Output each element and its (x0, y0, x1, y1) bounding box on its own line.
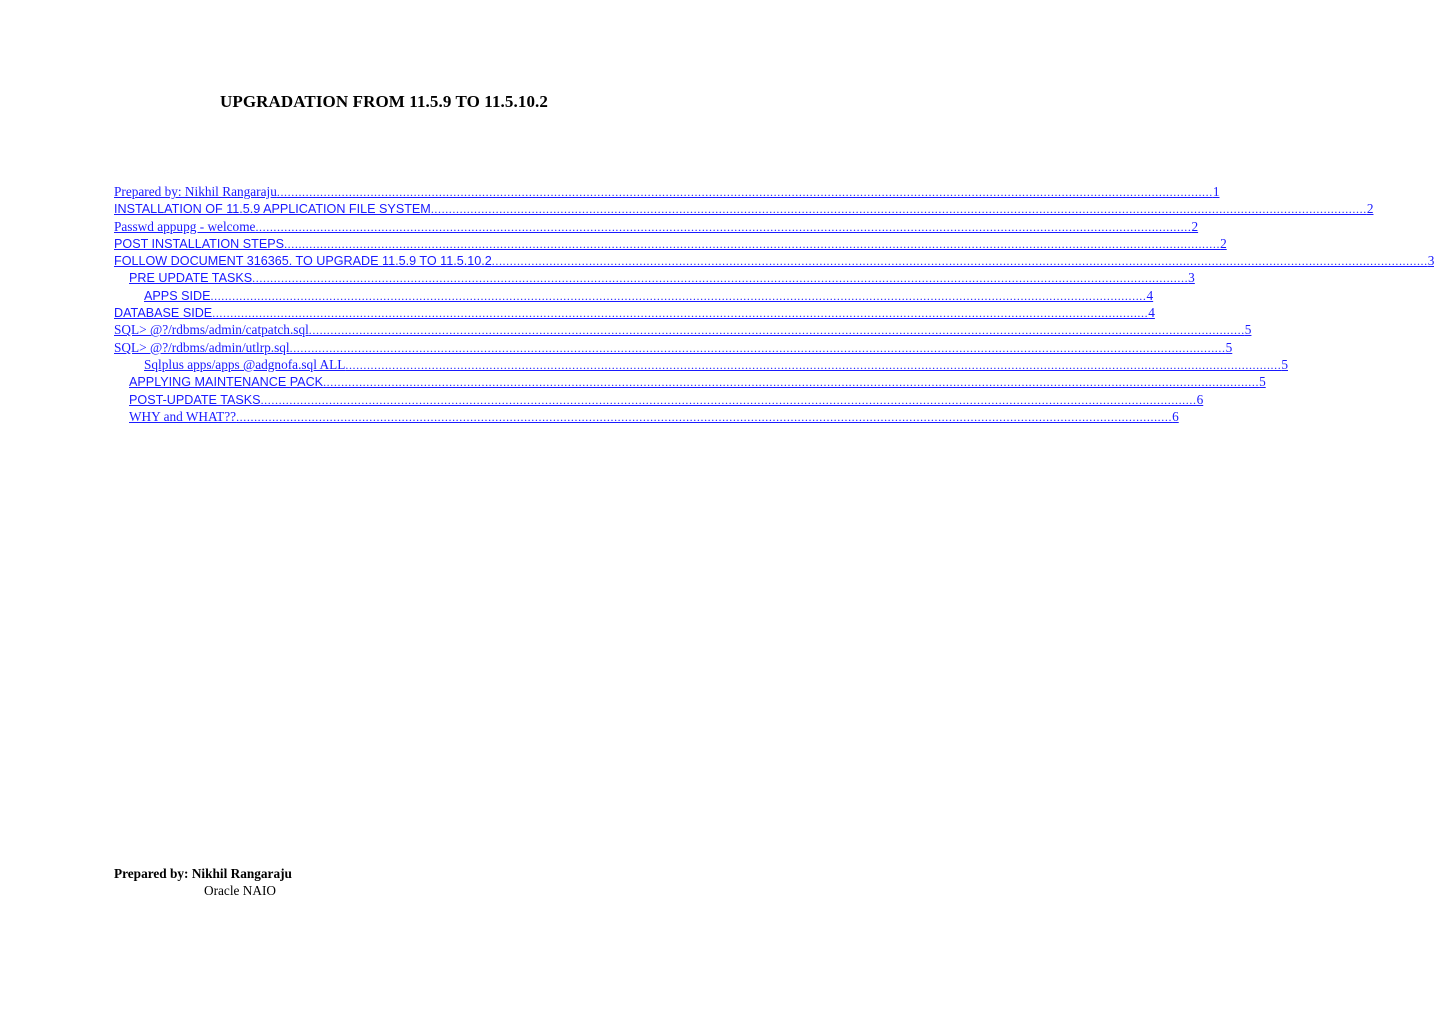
toc-dot-leader: .................................................................................................................................................................................................................................................................... (252, 271, 1189, 286)
toc-dot-leader: .................................................................................................................................................................................................................................................................... (430, 202, 1367, 217)
toc-dot-leader: .................................................................................................................................................................................................................................................................... (491, 254, 1428, 269)
toc-entry[interactable] (114, 269, 1195, 286)
toc-page-number: 2 (1191, 218, 1199, 234)
toc-page-number: 4 (1146, 287, 1154, 303)
toc-entry[interactable] (114, 321, 1252, 338)
toc-dot-leader: .................................................................................................................................................................................................................................................................... (308, 323, 1245, 338)
toc-dot-leader: .................................................................................................................................................................................................................................................................... (260, 392, 1197, 407)
toc-dot-leader: .................................................................................................................................................................................................................................................................... (289, 340, 1226, 355)
toc-dot-leader: .................................................................................................................................................................................................................................................................... (345, 357, 1282, 372)
toc-page-number: 6 (1172, 408, 1179, 424)
toc-page-number: 5 (1225, 339, 1233, 355)
toc-entry[interactable] (114, 408, 1179, 425)
toc-entry-label: APPLYING MAINTENANCE PACK (129, 375, 324, 390)
toc-entry-label: INSTALLATION OF 11.5.9 APPLICATION FILE SYSTEM (114, 202, 431, 217)
toc-page-number: 6 (1196, 391, 1204, 407)
toc-entry-label: Sqlplus apps/apps @adgnofa.sql ALL (144, 356, 346, 372)
toc-entry-label: POST INSTALLATION STEPS (114, 236, 285, 251)
toc-dot-leader: .................................................................................................................................................................................................................................................................... (210, 288, 1147, 303)
toc-page-number: 3 (1427, 253, 1434, 269)
toc-entry[interactable] (114, 183, 1220, 200)
toc-page-number: 5 (1281, 356, 1288, 372)
toc-entry-label: DATABASE SIDE (114, 306, 213, 321)
author-name: Nikhil Rangaraju (191, 866, 292, 881)
footer (114, 865, 292, 899)
toc-page-number: 2 (1220, 235, 1227, 251)
toc-entry-label: SQL> @?/rdbms/admin/catpatch.sql (114, 322, 309, 338)
toc-entry-label: Passwd appupg - welcome (114, 218, 256, 234)
toc-entry[interactable] (114, 373, 1266, 390)
toc-entry-label: WHY and WHAT?? (129, 408, 237, 424)
toc-dot-leader: .................................................................................................................................................................................................................................................................... (212, 306, 1149, 321)
toc-page-number: 4 (1148, 305, 1155, 321)
toc-entry[interactable] (114, 304, 1155, 321)
toc-dot-leader: .................................................................................................................................................................................................................................................................... (323, 375, 1260, 390)
toc-entry[interactable] (114, 200, 1374, 217)
prepared-by-label: Prepared by: (114, 866, 189, 881)
toc-entry[interactable] (114, 252, 1434, 269)
toc-page-number: 5 (1259, 374, 1266, 390)
toc-entry[interactable] (114, 235, 1227, 252)
table-of-contents (114, 183, 1434, 425)
toc-dot-leader: .................................................................................................................................................................................................................................................................... (284, 236, 1221, 251)
toc-entry[interactable] (114, 339, 1233, 356)
toc-dot-leader: .................................................................................................................................................................................................................................................................... (255, 219, 1192, 234)
page-title: UPGRADATION FROM 11.5.9 TO 11.5.10.2 (219, 92, 549, 111)
toc-page-number: 3 (1188, 270, 1195, 286)
toc-entry[interactable] (114, 287, 1154, 304)
toc-entry-label: Prepared by: Nikhil Rangaraju (114, 184, 277, 199)
toc-dot-leader: .................................................................................................................................................................................................................................................................... (236, 409, 1173, 424)
toc-entry-label: APPS SIDE (144, 288, 211, 303)
toc-dot-leader: .................................................................................................................................................................................................................................................................... (276, 185, 1213, 199)
toc-entry-label: FOLLOW DOCUMENT 316365. TO UPGRADE 11.5.9 TO 11.5.10.2 (114, 254, 492, 269)
toc-page-number: 1 (1212, 184, 1220, 199)
toc-entry[interactable] (114, 218, 1199, 235)
toc-entry-label: POST-UPDATE TASKS (129, 392, 261, 407)
toc-page-number: 5 (1244, 322, 1252, 338)
toc-entry[interactable] (114, 356, 1288, 373)
organization-name: Oracle NAIO (204, 883, 276, 898)
toc-entry-label: PRE UPDATE TASKS (129, 271, 253, 286)
toc-entry-label: SQL> @?/rdbms/admin/utlrp.sql (114, 339, 290, 355)
toc-page-number: 2 (1366, 201, 1374, 217)
toc-entry[interactable] (114, 391, 1204, 408)
